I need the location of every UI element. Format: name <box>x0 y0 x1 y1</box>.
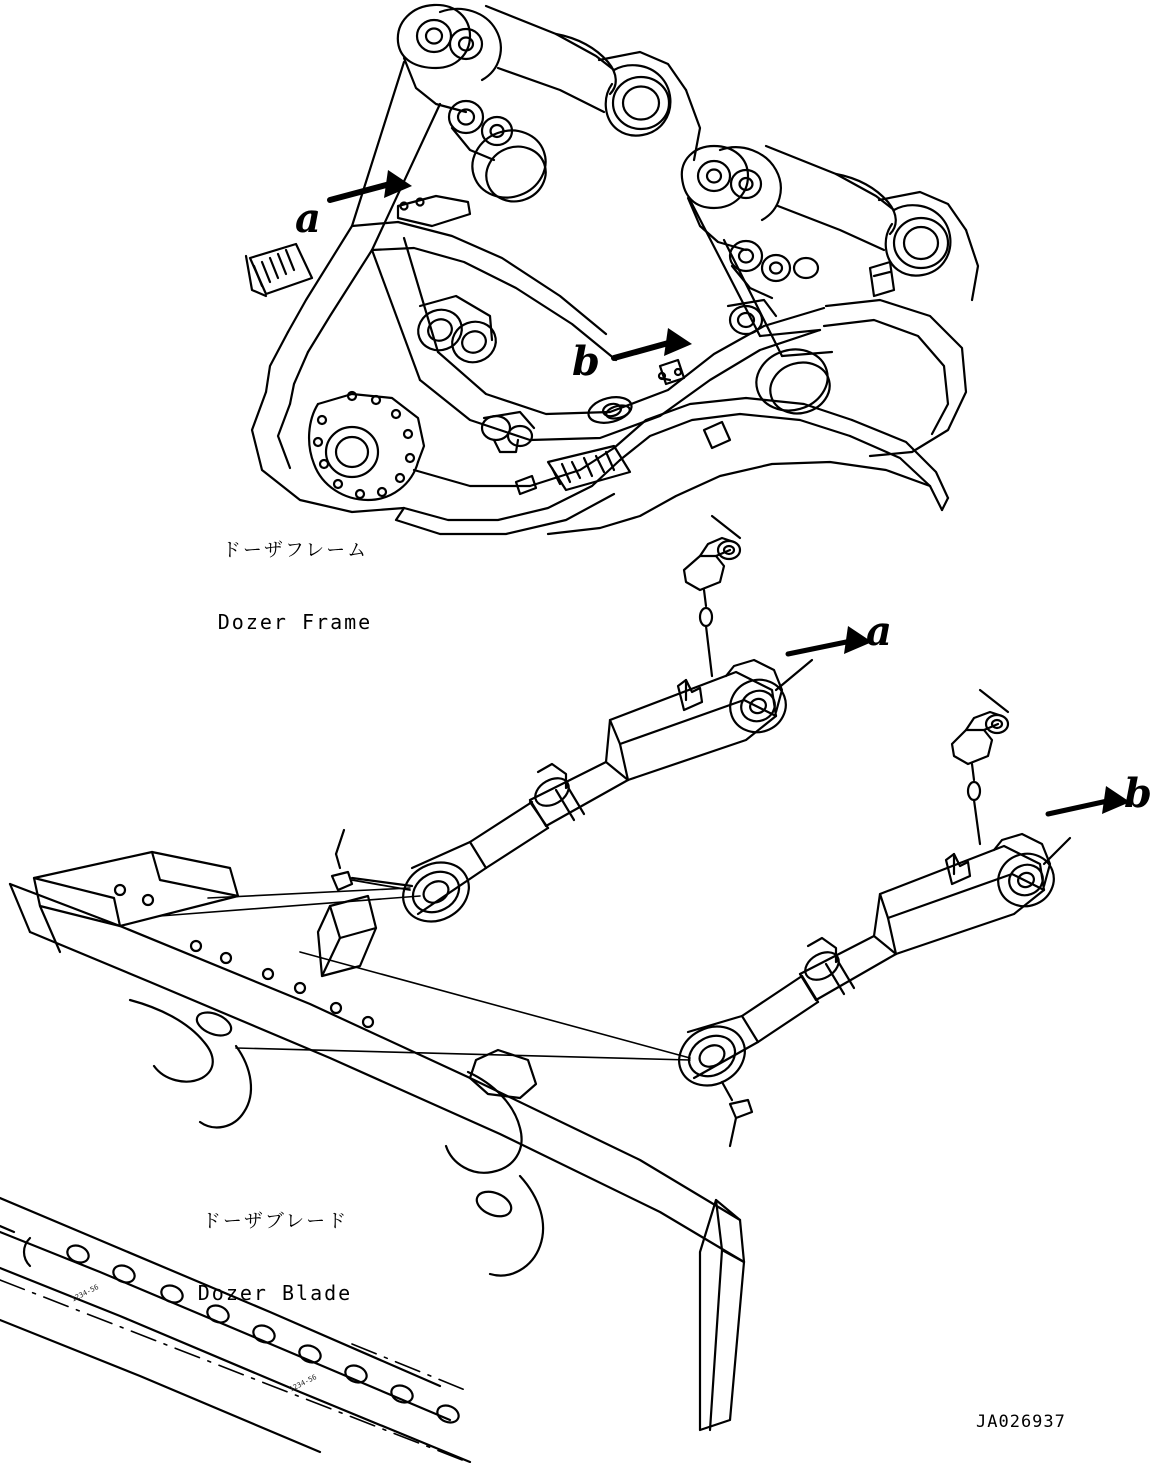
callout-a-cylinder: a <box>866 608 892 655</box>
label-dozer-frame-en: Dozer Frame <box>217 609 373 634</box>
callout-b-cylinder: b <box>1124 770 1152 817</box>
callout-a-frame: a <box>295 195 321 242</box>
callout-b-frame: b <box>572 338 600 385</box>
label-dozer-frame <box>200 492 390 682</box>
document-code: JA026937 <box>976 1412 1066 1432</box>
label-dozer-blade <box>180 1163 370 1353</box>
label-dozer-blade-en: Dozer Blade <box>197 1280 353 1305</box>
blade-mark-2: 1234-56 <box>288 1373 319 1394</box>
label-dozer-blade-jp: ドーザブレード <box>201 1210 349 1233</box>
blade-mark-1: 1234-56 <box>70 1283 101 1304</box>
label-dozer-frame-jp: ドーザフレーム <box>221 539 369 562</box>
